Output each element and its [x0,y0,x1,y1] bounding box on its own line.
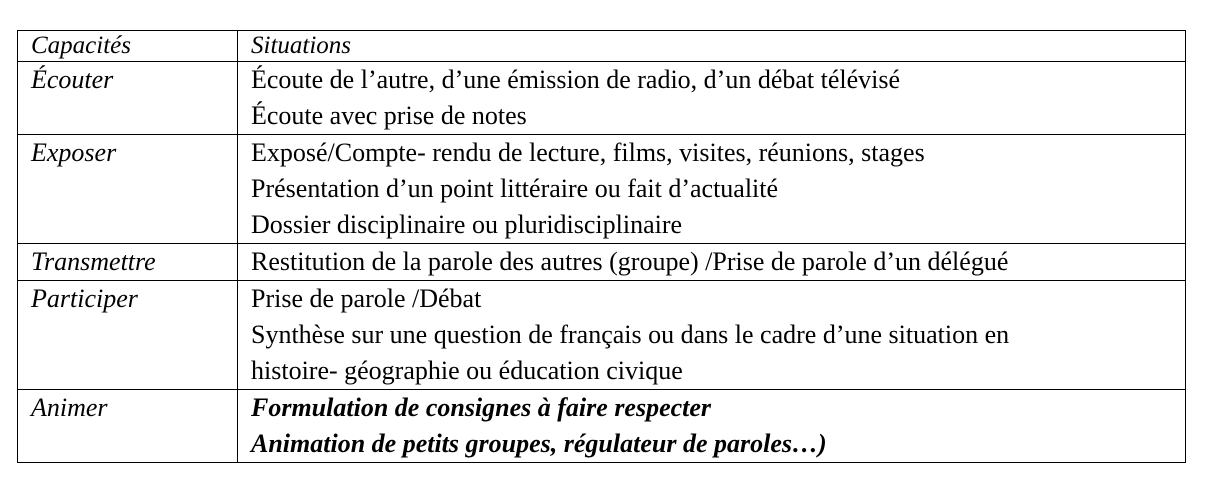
situations-cell [238,390,1186,463]
situation-line: Animation de petits groupes, régulateur de paroles…) [251,429,827,458]
capacity-cell: Animer [18,390,238,463]
situation-line: Exposé/Compte- rendu de lecture, films, visites, réunions, stages [251,138,925,167]
capacity-cell: Participer [18,281,238,390]
capacity-cell: Écouter [18,62,238,135]
situation-line: Formulation de consignes à faire respecter [251,393,712,422]
table-row [18,390,1186,463]
header-row [18,31,1186,62]
situation-line: Restitution de la parole des autres (groupe) /Prise de parole d’un délégué [251,247,1009,276]
capacity-cell: Exposer [18,135,238,244]
situations-cell [238,244,1186,281]
table-row [18,244,1186,281]
situation-line: histoire- géographie ou éducation civique [251,356,683,385]
table-row [18,135,1186,244]
situations-cell [238,135,1186,244]
situation-line: Écoute de l’autre, d’une émission de radio, d’un débat télévisé [251,65,901,94]
situation-line: Synthèse sur une question de français ou dans le cadre d’une situation en [251,320,1010,349]
capacities-situations-table [17,30,1186,463]
capacity-cell: Transmettre [18,244,238,281]
situations-cell [238,62,1186,135]
table-row [18,281,1186,390]
situation-line: Écoute avec prise de notes [251,101,527,130]
situation-line: Présentation d’un point littéraire ou fait d’actualité [251,174,779,203]
header-capacity: Capacités [18,31,238,62]
situations-cell [238,281,1186,390]
header-situations: Situations [238,31,1186,62]
table-row [18,62,1186,135]
situation-line: Prise de parole /Débat [251,284,482,313]
situation-line: Dossier disciplinaire ou pluridisciplinaire [251,210,683,239]
